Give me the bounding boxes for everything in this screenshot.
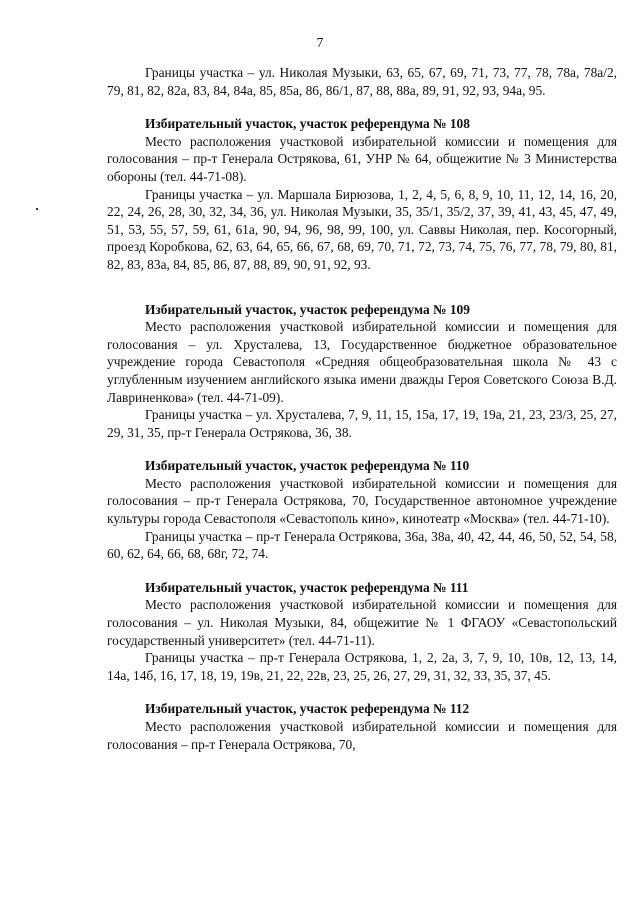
section-boundaries: Границы участка – ул. Маршала Бирюзова, 1, 2, 4, 5, 6, 8, 9, 10, 11, 12, 14, 16, 20, 22, 24, 26, 28, 30, 32, 34, 36, ул. Николая Музыки, 35, 35/1, 35/2, 37, 39, 41, 43, 45, 47, 49, 51, 53, 55, 57, 59, 61, 61а, 90, 94, 96, 98, 99, 100, ул. Саввы Николая, пер. Косогорный, проезд Коробкова, 62, 63, 64, 65, 66, 67, 68, 69, 70, 71, 72, 73, 74, 75, 76, 77, 78, 79, 80, 81, 82, 83, 83а, 84, 85, 86, 87, 88, 89, 90, 91, 92, 93. [107, 186, 617, 272]
section-location: Место расположения участковой избирательной комиссии и помещения для голосования – пр-т Генерала Острякова, 70, [107, 719, 617, 752]
section-heading: Избирательный участок, участок референдума № 112 [145, 701, 470, 717]
section-location: Место расположения участковой избирательной комиссии и помещения для голосования – ул. Николая Музыки, 84, общежитие № 1 ФГАОУ «Севастопольский государственный университет» (тел. 44-71-11). [107, 597, 617, 648]
section-location: Место расположения участковой избирательной комиссии и помещения для голосования – пр-т Генерала Острякова, 70, Государственное автономное учреждение культуры города Севастополя «Севастополь кино», кинотеатр «Москва» (тел. 44-71-10). [107, 475, 617, 527]
intro-boundaries: Границы участка – ул. Николая Музыки, 63, 65, 67, 69, 71, 73, 77, 78, 78а, 78а/2, 79, 81, 82, 82а, 83, 84, 84а, 85, 85а, 86, 86/1, 87, 88, 88а, 89, 91, 92, 93, 94а, 95. [107, 65, 617, 98]
document-body [107, 64, 617, 753]
section-heading: Избирательный участок, участок референдума № 110 [145, 458, 470, 474]
section-boundaries: Границы участка – пр-т Генерала Острякова, 36а, 38а, 40, 42, 44, 46, 50, 52, 54, 58, 60, 62, 64, 66, 68, 68г, 72, 74. [107, 528, 617, 562]
section-109 [107, 301, 617, 442]
page-number: 7 [316, 35, 324, 50]
section-boundaries: Границы участка – ул. Хрусталева, 7, 9, 11, 15, 15а, 17, 19, 19а, 21, 23, 23/3, 25, 27, 29, 31, 35, пр-т Генерала Острякова, 36, 38. [107, 407, 617, 440]
section-location: Место расположения участковой избирательной комиссии и помещения для голосования – ул. Хрусталева, 13, Государственное бюджетное образовательное учреждение города Севастополя «Средняя общеобразовательная школа № 43 с углубленным изучением английского языка имени дважды Героя Советского Союза В.Д. Лавриненкова» (тел. 44-71-09). [107, 319, 617, 405]
scan-speck [36, 208, 38, 210]
section-heading: Избирательный участок, участок референдума № 109 [145, 301, 470, 317]
section-location: Место расположения участковой избирательной комиссии и помещения для голосования – пр-т Генерала Острякова, 61, УНР № 64, общежитие № 3 Министерства обороны (тел. 44-71-08). [107, 133, 617, 184]
section-heading: Избирательный участок, участок референдума № 108 [145, 116, 470, 132]
section-110 [107, 457, 617, 563]
section-111 [107, 579, 617, 685]
section-heading: Избирательный участок, участок референдума № 111 [145, 579, 469, 595]
section-112 [107, 700, 617, 753]
section-boundaries: Границы участка – пр-т Генерала Острякова, 1, 2, 2а, 3, 7, 9, 10, 10в, 12, 13, 14, 14а, 14б, 16, 17, 18, 19, 19в, 21, 22, 22в, 23, 25, 26, 27, 29, 31, 32, 33, 35, 37, 45. [107, 650, 617, 683]
section-108 [107, 115, 617, 273]
